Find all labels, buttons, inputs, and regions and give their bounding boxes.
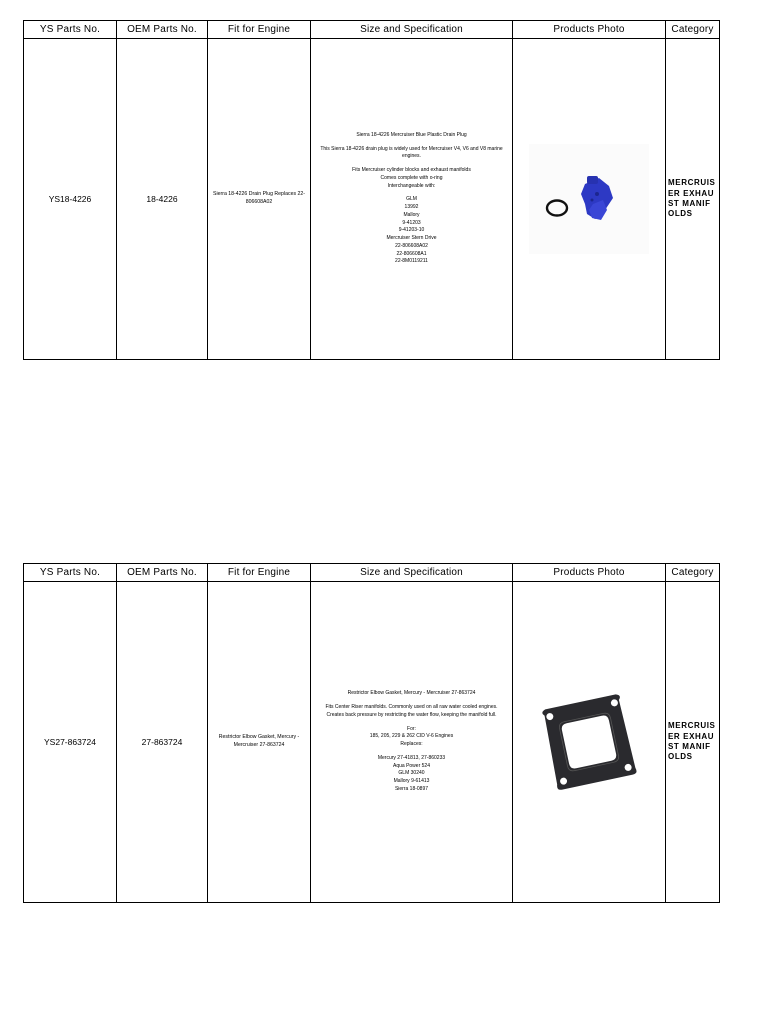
products-photo — [513, 582, 666, 903]
fit-for-engine: Sierra 18-4226 Drain Plug Replaces 22-806608A02 — [208, 39, 311, 360]
product-table-1 — [23, 20, 720, 360]
ys-parts-no: YS27-863724 — [24, 582, 117, 903]
spec-line: 22-806608A02 — [395, 242, 428, 249]
spec-line: 22-8M0119211 — [395, 258, 428, 265]
header-category: Category — [666, 564, 720, 582]
category: MERCRUISER EXHAUST MANIFOLDS — [666, 582, 720, 903]
spec-line: Fits Center Riser manifolds. Commonly used on all raw water cooled engines. Creates back pressure by restricting the water flow, keeping the manifold full. — [325, 704, 498, 718]
oem-parts-no: 18-4226 — [117, 39, 208, 360]
spec-line: Fits Mercruiser cylinder blocks and exhaust manifolds — [352, 167, 471, 174]
header-size-and-specification: Size and Specification — [311, 21, 513, 39]
spec-line: For: — [407, 725, 416, 732]
header-size-and-specification: Size and Specification — [311, 564, 513, 582]
header-ys-parts-no: YS Parts No. — [24, 564, 117, 582]
spec-line: Mercury 27-41813, 27-860233 — [377, 754, 446, 761]
table-header-row — [24, 564, 720, 582]
spec-line: 13992 — [404, 204, 419, 211]
oem-parts-no: 27-863724 — [117, 582, 208, 903]
spec-line: Sierra 18-0897 — [394, 785, 429, 792]
size-and-specification — [311, 582, 513, 903]
spec-line: Aqua Power 524 — [393, 762, 430, 769]
spec-line: Comes complete with o-ring — [380, 174, 443, 181]
spec-line: Replaces: — [400, 741, 423, 748]
spec-line: Mallory 9-61413 — [393, 778, 430, 785]
header-products-photo: Products Photo — [513, 564, 666, 582]
spec-line: 22-806608A1 — [396, 250, 427, 257]
spec-line: GLM 30240 — [398, 770, 425, 777]
products-photo — [513, 39, 666, 360]
spec-line: Interchangeable with: — [387, 182, 436, 189]
header-oem-parts-no: OEM Parts No. — [117, 21, 208, 39]
header-products-photo: Products Photo — [513, 21, 666, 39]
ys-parts-no: YS18-4226 — [24, 39, 117, 360]
spec-line: GLM — [406, 196, 417, 203]
table-row — [24, 39, 720, 360]
spec-line: 9-41203 — [402, 219, 421, 226]
spec-line: Restrictor Elbow Gasket, Mercury - Mercruiser 27-863724 — [347, 690, 476, 697]
spec-line: Sierra 18-4226 Mercruiser Blue Plastic Drain Plug — [356, 131, 467, 138]
table-header-row — [24, 21, 720, 39]
black-elbow-gasket-icon — [529, 687, 649, 797]
blue-drain-plug-with-o-ring-icon — [529, 144, 649, 254]
header-fit-for-engine: Fit for Engine — [208, 564, 311, 582]
table-row — [24, 582, 720, 903]
size-and-specification — [311, 39, 513, 360]
spec-line: This Sierra 18-4226 drain plug is widely used for Mercruiser V4, V6 and V8 marine engines. — [320, 145, 503, 160]
fit-for-engine: Restrictor Elbow Gasket, Mercury - Mercruiser 27-863724 — [208, 582, 311, 903]
spec-line: Mercruiser Stern Drive — [386, 235, 437, 242]
product-table-2 — [23, 563, 720, 903]
header-fit-for-engine: Fit for Engine — [208, 21, 311, 39]
spec-line: Mallory — [403, 211, 420, 218]
header-ys-parts-no: YS Parts No. — [24, 21, 117, 39]
spec-line: 185, 205, 229 & 262 CID V-6 Engines — [369, 733, 454, 740]
header-oem-parts-no: OEM Parts No. — [117, 564, 208, 582]
spec-line: 9-41203-10 — [398, 227, 425, 234]
header-category: Category — [666, 21, 720, 39]
category: MERCRUISER EXHAUST MANIFOLDS — [666, 39, 720, 360]
